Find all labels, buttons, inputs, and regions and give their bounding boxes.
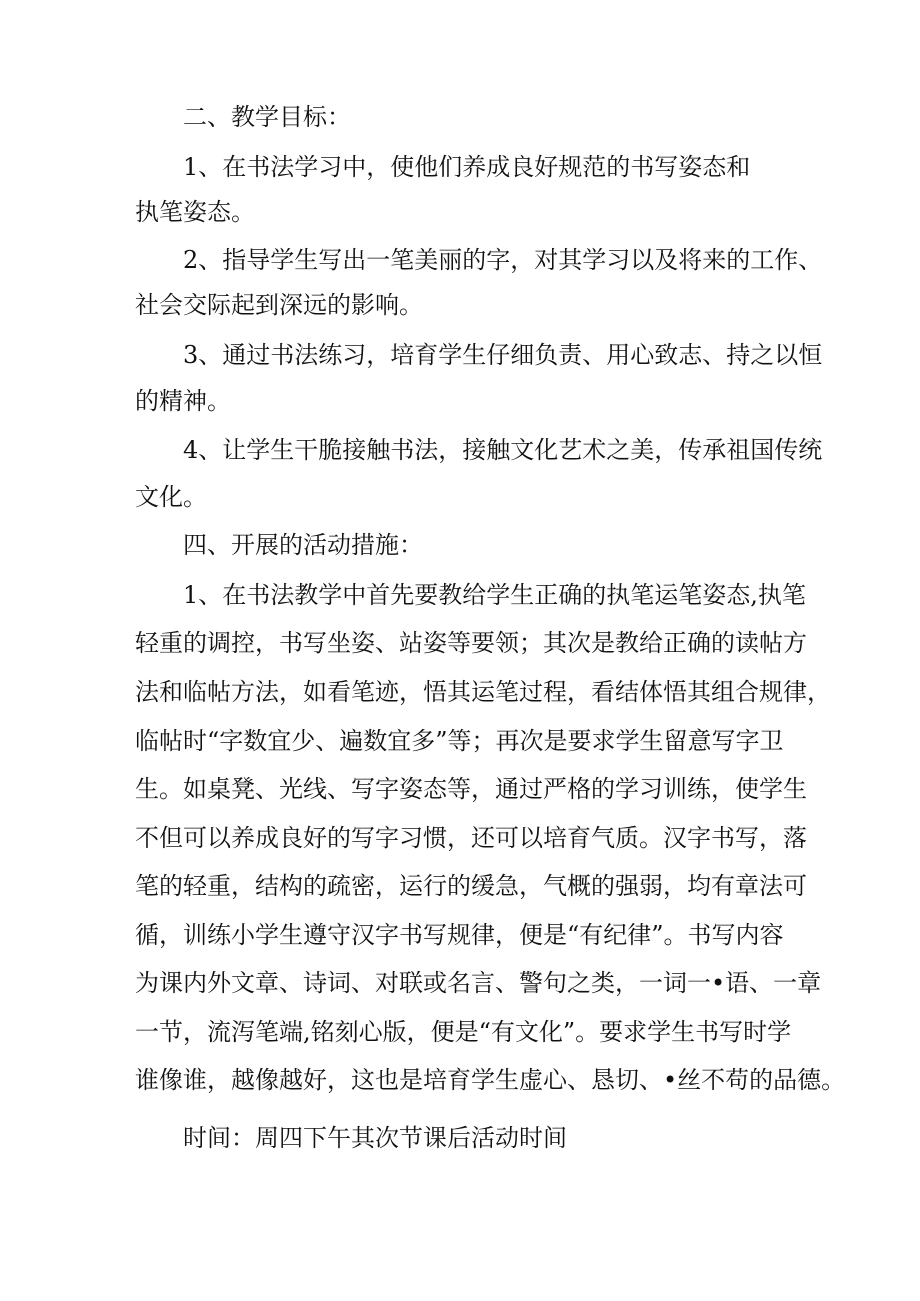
goal-2-line-1: 2、指导学生写出一笔美丽的字，对其学习以及将来的工作、 bbox=[183, 246, 823, 274]
goal-4-line-2: 文化。 bbox=[135, 483, 207, 511]
measure-1-line-7: 笔的轻重，结构的疏密，运行的缓急，气概的强弱，均有章法可 bbox=[135, 872, 807, 900]
heading-activity-measures: 四、开展的活动措施： bbox=[183, 531, 423, 559]
goal-1-line-1: 1、在书法学习中，使他们养成良好规范的书写姿态和 bbox=[183, 153, 751, 181]
measure-1-line-2: 轻重的调控，书写坐姿、站姿等要领；其次是教给正确的读帖方 bbox=[135, 629, 807, 657]
goal-3-line-2: 的精神。 bbox=[135, 387, 231, 415]
measure-1-line-1: 1、在书法教学中首先要教给学生正确的执笔运笔姿态,执笔 bbox=[183, 581, 806, 609]
measure-1-line-3: 法和临帖方法，如看笔迹，悟其运笔过程，看结体悟其组合规律， bbox=[135, 678, 831, 706]
activity-time: 时间：周四下午其次节课后活动时间 bbox=[183, 1124, 567, 1152]
measure-1-line-5: 生。如桌凳、光线、写字姿态等，通过严格的学习训练，使学生 bbox=[135, 775, 807, 803]
measure-1-line-8: 循，训练小学生遵守汉字书写规律，便是“有纪律”。书写内容 bbox=[135, 921, 784, 949]
goal-3-line-1: 3、通过书法练习，培育学生仔细负责、用心致志、持之以恒 bbox=[183, 341, 823, 369]
measure-1-line-11: 谁像谁，越像越好，这也是培育学生虚心、恳切、•丝不苟的品德。 bbox=[135, 1066, 846, 1094]
measure-1-line-4: 临帖时“字数宜少、遍数宜多”等；再次是要求学生留意写字卫 bbox=[135, 727, 784, 755]
goal-1-line-2: 执笔姿态。 bbox=[135, 198, 255, 226]
measure-1-line-6: 不但可以养成良好的写字习惯，还可以培育气质。汉字书写，落 bbox=[135, 824, 807, 852]
goal-2-line-2: 社会交际起到深远的影响。 bbox=[135, 291, 423, 319]
heading-teaching-goals: 二、教学目标： bbox=[183, 103, 351, 131]
measure-1-line-10: 一节，流泻笔端,铭刻心版，便是“有文化”。要求学生书写时学 bbox=[135, 1018, 792, 1046]
measure-1-line-9: 为课内外文章、诗词、对联或名言、警句之类，一词一•语、一章 bbox=[135, 969, 822, 997]
goal-4-line-1: 4、让学生干脆接触书法，接触文化艺术之美，传承祖国传统 bbox=[183, 436, 823, 464]
